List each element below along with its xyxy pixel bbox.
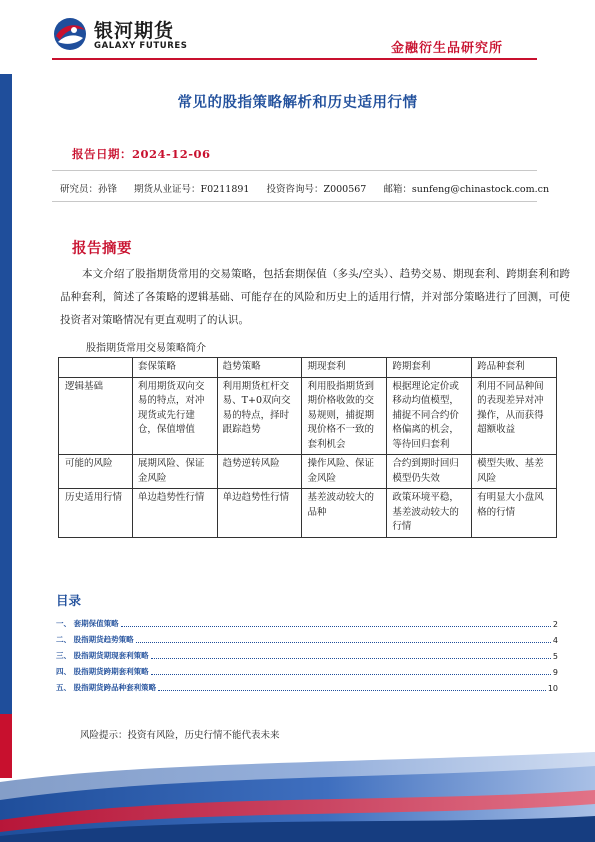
table-cell: 操作风险、保证金风险 [302,455,387,489]
brand-name-cn: 银河期货 [94,20,175,42]
header-divider [52,58,537,60]
toc-item[interactable] [56,677,558,693]
toc-heading: 目录 [56,593,82,608]
table-cell: 利用期货双向交易的特点，对冲现货或先行建仓，保值增值 [132,377,217,455]
company-logo [52,14,192,56]
table-cell: 利用股指期货到期价格收敛的交易规则，捕捉期现价格不一致的套利机会 [302,377,387,455]
row-head: 历史适用行情 [59,489,133,538]
toc-item[interactable] [56,629,558,645]
author-info [60,181,563,195]
table-cell: 合约到期时回归模型仍失效 [387,455,472,489]
toc-item-page: 9 [552,668,558,677]
table-cell: 模型失败、基差风险 [472,455,557,489]
summary-body: 本文介绍了股指期货常用的交易策略，包括套期保值（多头/空头）、趋势交易、期现套利、跨期套利和跨品种套利，简述了各策略的逻辑基础、可能存在的风险和历史上的适用行情，并对部分策略进行了回测，可使投资者对策略情况有更直观明了的认识。 [60,268,570,326]
table-of-contents [56,613,558,693]
toc-item-label: 四、 股指期货跨期套利策略 [56,667,149,676]
table-row [59,455,557,489]
table-cell: 利用不同品种间的表现差异对冲操作，从而获得超额收益 [472,377,557,455]
footer-wave-decoration [0,752,595,842]
consult-license: 投资咨询号：Z000567 [266,184,367,195]
table-row [59,489,557,538]
report-title: 常见的股指策略解析和历史适用行情 [177,94,418,111]
table-cell: 展期风险、保证金风险 [132,455,217,489]
toc-leader [151,674,551,675]
toc-item[interactable] [56,645,558,661]
table-cell: 单边趋势性行情 [132,489,217,538]
toc-leader [151,658,551,659]
table-cell: 单边趋势性行情 [217,489,302,538]
toc-item[interactable] [56,661,558,677]
author-divider [52,201,537,202]
researcher-name: 研究员：孙锋 [60,184,118,195]
galaxy-logo-icon [52,16,88,52]
toc-item[interactable] [56,613,558,629]
table-header-cell: 套保策略 [132,358,217,378]
table-header-cell [59,358,133,378]
department-name: 金融衍生品研究所 [390,41,503,56]
toc-leader [121,626,551,627]
summary-heading: 报告摘要 [72,240,132,257]
report-date: 报告日期：2024-12-06 [72,147,211,161]
table-cell: 根据理论定价或移动均值模型，捕捉不同合约价格偏离的机会，等待回归套利 [387,377,472,455]
brand-name-en: GALAXY FUTURES [94,41,188,51]
table-cell: 趋势逆转风险 [217,455,302,489]
table-header-cell: 趋势策略 [217,358,302,378]
table-header-cell: 跨期套利 [387,358,472,378]
toc-item-page: 10 [547,684,558,693]
futures-license: 期货从业证号：F0211891 [134,184,250,195]
row-head: 逻辑基础 [59,377,133,455]
table-cell: 利用期货杠杆交易、T+0双向交易的特点，择时跟踪趋势 [217,377,302,455]
toc-leader [158,690,546,691]
toc-item-label: 一、 套期保值策略 [56,619,119,628]
table-row [59,377,557,455]
risk-disclaimer: 风险提示：投资有风险，历史行情不能代表未来 [80,730,280,741]
table-cell: 有明显大小盘风格的行情 [472,489,557,538]
left-accent-bar [0,0,12,842]
toc-item-page: 5 [552,652,558,661]
row-head: 可能的风险 [59,455,133,489]
table-header-cell: 跨品种套利 [472,358,557,378]
author-email[interactable]: 邮箱：sunfeng@chinastock.com.cn [383,184,550,195]
left-accent-bar-blue [0,74,12,714]
table-header-row [59,358,557,378]
toc-leader [136,642,551,643]
toc-item-label: 二、 股指期货趋势策略 [56,635,134,644]
table-cell: 政策环境平稳，基差波动较大的行情 [387,489,472,538]
toc-item-page: 4 [552,636,558,645]
date-divider [52,170,537,171]
table-caption: 股指期货常用交易策略简介 [86,343,206,354]
toc-item-label: 三、 股指期货期现套利策略 [56,651,149,660]
strategy-table [58,357,557,538]
table-header-cell: 期现套利 [302,358,387,378]
table-cell: 基差波动较大的品种 [302,489,387,538]
toc-item-page: 2 [552,620,558,629]
toc-item-label: 五、 股指期货跨品种套利策略 [56,683,157,692]
